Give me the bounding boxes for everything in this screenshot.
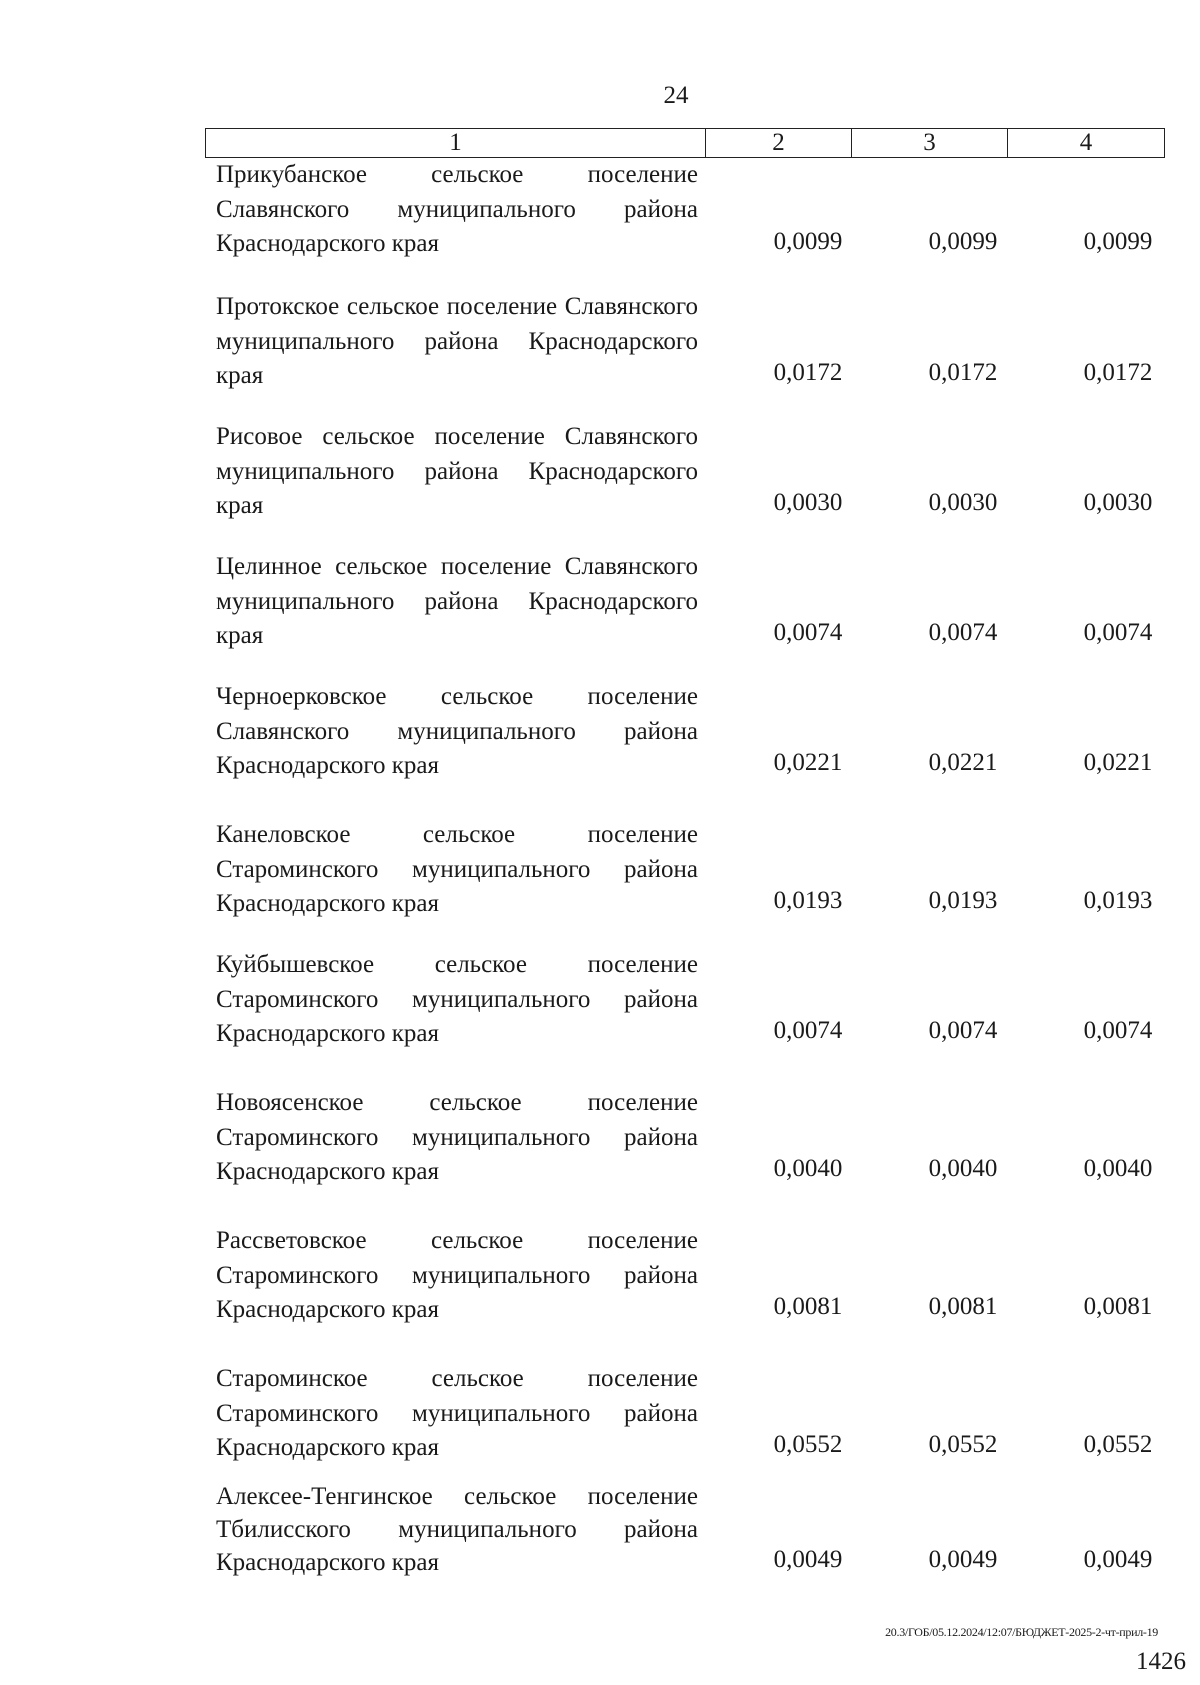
value-col-3: 0,0193 (928, 887, 998, 914)
value-col-3: 0,0040 (928, 1155, 998, 1182)
sheet-number: 1426 (1136, 1648, 1186, 1675)
value-col-3: 0,0099 (928, 228, 998, 255)
value-col-3: 0,0074 (928, 619, 998, 646)
settlement-name: Новоясенское сельское поселение Староминского муниципального района Краснодарского края (216, 1089, 698, 1185)
value-col-2: 0,0193 (773, 887, 843, 914)
value-col-3: 0,0172 (928, 359, 998, 386)
settlement-name: Рисовое сельское поселение Славянского муниципального района Краснодарского края (216, 423, 698, 519)
value-col-2: 0,0081 (773, 1293, 843, 1320)
document-code: 20.3/ГОБ/05.12.2024/12:07/БЮДЖЕТ-2025-2-чт-прил-19 (885, 1625, 1158, 1639)
settlement-name: Куйбышевское сельское поселение Староминского муниципального района Краснодарского края (216, 951, 698, 1047)
column-header-3: 3 (852, 129, 1008, 157)
table-header (205, 128, 1165, 158)
settlement-name: Протокское сельское поселение Славянского муниципального района Краснодарского края (216, 293, 698, 389)
settlement-name: Алексее-Тенгинское сельское поселение Тбилисского муниципального района Краснодарского края (216, 1483, 698, 1576)
settlement-name: Рассветовское сельское поселение Староминского муниципального района Краснодарского края (216, 1227, 698, 1323)
value-col-2: 0,0049 (773, 1546, 843, 1573)
value-col-4: 0,0040 (1083, 1155, 1153, 1182)
column-header-2: 2 (706, 129, 852, 157)
value-col-4: 0,0221 (1083, 749, 1153, 776)
value-col-3: 0,0074 (928, 1017, 998, 1044)
value-col-4: 0,0074 (1083, 1017, 1153, 1044)
value-col-4: 0,0193 (1083, 887, 1153, 914)
value-col-3: 0,0221 (928, 749, 998, 776)
value-col-4: 0,0099 (1083, 228, 1153, 255)
value-col-3: 0,0030 (928, 489, 998, 516)
settlement-name: Прикубанское сельское поселение Славянского муниципального района Краснодарского края (216, 161, 698, 257)
value-col-4: 0,0081 (1083, 1293, 1153, 1320)
value-col-2: 0,0099 (773, 228, 843, 255)
settlement-name: Канеловское сельское поселение Староминского муниципального района Краснодарского края (216, 821, 698, 917)
settlement-name: Черноерковское сельское поселение Славянского муниципального района Краснодарского края (216, 683, 698, 779)
value-col-2: 0,0221 (773, 749, 843, 776)
value-col-2: 0,0172 (773, 359, 843, 386)
value-col-4: 0,0172 (1083, 359, 1153, 386)
column-header-4: 4 (1079, 129, 1093, 156)
value-col-3: 0,0049 (928, 1546, 998, 1573)
value-col-4: 0,0552 (1083, 1431, 1153, 1458)
value-col-4: 0,0074 (1083, 619, 1153, 646)
value-col-2: 0,0074 (773, 619, 843, 646)
value-col-2: 0,0030 (773, 489, 843, 516)
value-col-2: 0,0074 (773, 1017, 843, 1044)
value-col-4: 0,0049 (1083, 1546, 1153, 1573)
column-header-1: 1 (206, 129, 706, 157)
value-col-3: 0,0081 (928, 1293, 998, 1320)
value-col-2: 0,0552 (773, 1431, 843, 1458)
value-col-2: 0,0040 (773, 1155, 843, 1182)
page-number: 24 (663, 82, 689, 109)
settlement-name: Староминское сельское поселение Староминского муниципального района Краснодарского края (216, 1365, 698, 1461)
settlement-name: Целинное сельское поселение Славянского муниципального района Краснодарского края (216, 553, 698, 649)
value-col-3: 0,0552 (928, 1431, 998, 1458)
value-col-4: 0,0030 (1083, 489, 1153, 516)
